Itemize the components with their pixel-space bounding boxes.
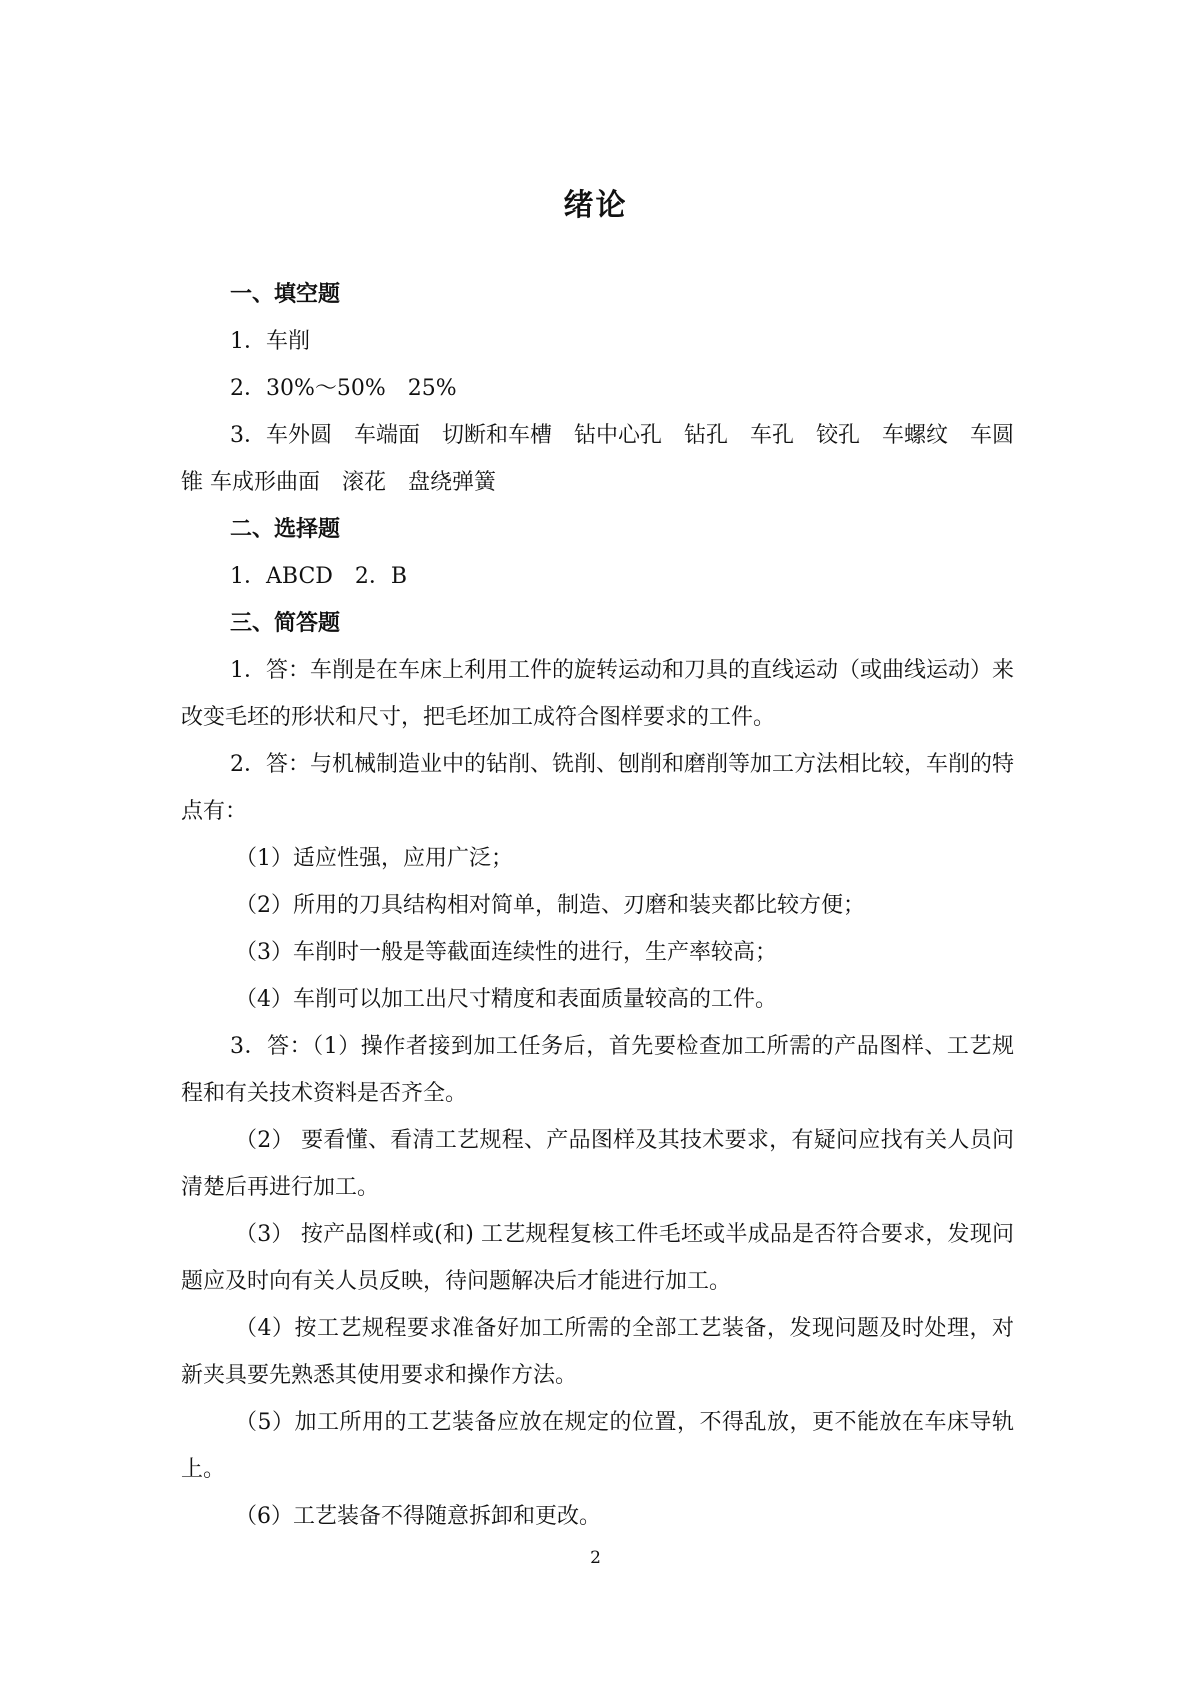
answer-item: 1．车削 [230,329,310,354]
page-number: 2 [590,1548,601,1568]
chapter-title: 绪论 [563,188,628,223]
answer-paragraph: （2）所用的刀具结构相对简单，制造、刃磨和装夹都比较方便； [235,893,865,918]
answer-paragraph: （5）加工所用的工艺装备应放在规定的位置，不得乱放，更不能放在车床导轨上。 [181,1410,1014,1482]
answer-paragraph: 2．答：与机械制造业中的钻削、铣削、刨削和磨削等加工方法相比较，车削的特点有： [181,752,1014,824]
answer-paragraph: （3） 按产品图样或(和) 工艺规程复核工件毛坯或半成品是否符合要求，发现问题应及时向有关人员反映，待问题解决后才能进行加工。 [181,1222,1014,1294]
answer-item: 2．30%～50% 25% [230,376,457,401]
section-heading-fill-blank: 一、填空题 [230,282,341,307]
page-content [181,271,1014,1540]
section-heading-short-answer: 三、简答题 [230,611,341,636]
answer-item: 1．ABCD 2．B [230,564,408,589]
answer-paragraph: （2） 要看懂、看清工艺规程、产品图样及其技术要求，有疑问应找有关人员问清楚后再进行加工。 [181,1128,1014,1200]
section-heading-multiple-choice: 二、选择题 [230,517,341,542]
answer-paragraph: 3．答：（1）操作者接到加工任务后，首先要检查加工所需的产品图样、工艺规程和有关技术资料是否齐全。 [181,1034,1014,1106]
answer-paragraph: （1）适应性强，应用广泛； [235,846,513,871]
answer-item: 3．车外圆 车端面 切断和车槽 钻中心孔 钻孔 车孔 铰孔 车螺纹 车圆锥 车成形曲面 滚花 盘绕弹簧 [181,423,1014,495]
answer-paragraph: （4）车削可以加工出尺寸精度和表面质量较高的工件。 [235,987,777,1012]
answer-paragraph: 1．答：车削是在车床上利用工件的旋转运动和刀具的直线运动（或曲线运动）来改变毛坯的形状和尺寸，把毛坯加工成符合图样要求的工件。 [181,658,1014,730]
answer-paragraph: （4）按工艺规程要求准备好加工所需的全部工艺装备，发现问题及时处理，对新夹具要先熟悉其使用要求和操作方法。 [181,1316,1014,1388]
answer-paragraph: （6）工艺装备不得随意拆卸和更改。 [235,1504,601,1529]
answer-paragraph: （3）车削时一般是等截面连续性的进行，生产率较高； [235,940,777,965]
